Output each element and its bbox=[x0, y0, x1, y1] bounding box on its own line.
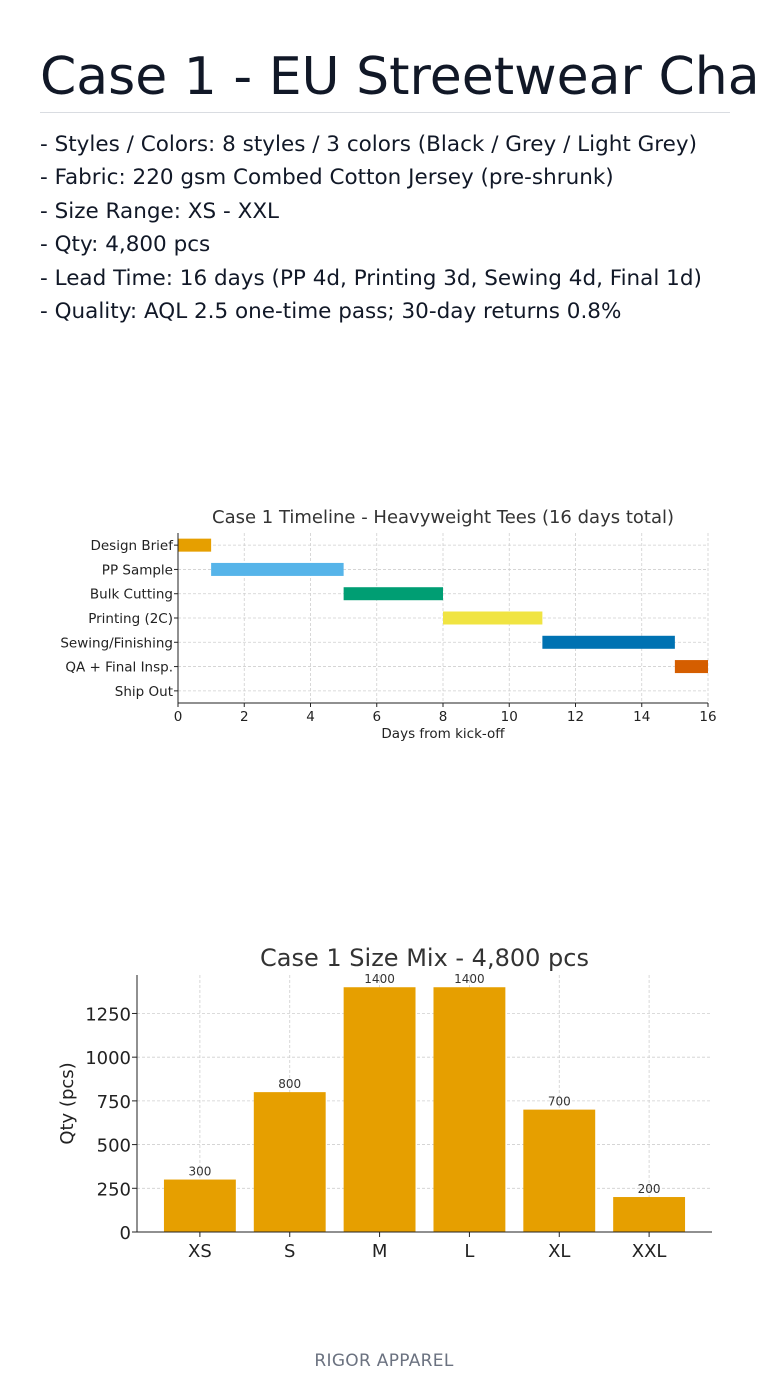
y-tick-label: Bulk Cutting bbox=[89, 586, 173, 603]
spec-styles-colors bbox=[40, 128, 740, 161]
page-title: Case 1 - EU Streetwear Cha bbox=[40, 47, 760, 107]
spec-value: AQL 2.5 one-time pass; 30-day returns 0.8% bbox=[143, 299, 622, 325]
x-tick-label: 0 bbox=[173, 709, 183, 725]
size-bar bbox=[344, 987, 416, 1232]
bar-value-label: 200 bbox=[637, 1182, 661, 1197]
x-axis-label: Days from kick-off bbox=[381, 726, 505, 742]
y-axis-label: Qty (pcs) bbox=[57, 1062, 78, 1145]
spec-value: 4,800 pcs bbox=[105, 232, 211, 258]
y-tick-label: Sewing/Finishing bbox=[60, 635, 173, 652]
spec-lead-time bbox=[40, 262, 740, 295]
y-tick-label: QA + Final Insp. bbox=[65, 659, 173, 676]
chart-title: Case 1 Timeline - Heavyweight Tees (16 days total) bbox=[212, 507, 674, 528]
size-bar bbox=[433, 987, 505, 1232]
spec-value: 16 days (PP 4d, Printing 3d, Sewing 4d, Final 1d) bbox=[179, 265, 702, 291]
bar-value-label: 700 bbox=[547, 1094, 571, 1109]
size-bar bbox=[254, 1092, 326, 1232]
spec-label: - Qty: bbox=[40, 232, 106, 258]
spec-fabric bbox=[40, 161, 740, 194]
x-tick-label: 10 bbox=[500, 709, 518, 725]
x-tick-label: S bbox=[284, 1241, 296, 1262]
spec-value: XS - XXL bbox=[187, 198, 280, 224]
y-tick-label: 0 bbox=[119, 1223, 131, 1244]
x-tick-label: XXL bbox=[631, 1241, 667, 1262]
bar-value-label: 1400 bbox=[364, 972, 395, 987]
x-tick-label: L bbox=[464, 1241, 475, 1262]
timeline-bar bbox=[344, 587, 443, 600]
spec-label: - Lead Time: bbox=[40, 265, 180, 291]
size-bar bbox=[523, 1110, 595, 1232]
y-tick-label: 750 bbox=[96, 1091, 131, 1113]
spec-quality bbox=[40, 295, 740, 328]
timeline-bar bbox=[675, 660, 708, 673]
timeline-chart bbox=[0, 500, 768, 750]
y-tick-label: Design Brief bbox=[90, 538, 173, 555]
size-bar bbox=[613, 1197, 685, 1232]
timeline-bar bbox=[178, 539, 211, 552]
y-tick-label: 1250 bbox=[85, 1004, 131, 1026]
y-tick-label: PP Sample bbox=[101, 562, 173, 579]
bar-value-label: 300 bbox=[188, 1164, 212, 1179]
spec-list bbox=[40, 128, 740, 328]
spec-label: - Fabric: bbox=[40, 165, 133, 191]
spec-label: - Styles / Colors: bbox=[40, 132, 223, 157]
spec-label: - Quality: bbox=[40, 299, 144, 325]
spec-qty bbox=[40, 228, 740, 261]
bar-value-label: 1400 bbox=[454, 972, 485, 987]
footer-brand: RIGOR APPAREL bbox=[314, 1351, 454, 1371]
x-tick-label: 12 bbox=[566, 709, 585, 725]
timeline-bar bbox=[443, 612, 542, 625]
y-tick-label: 250 bbox=[96, 1179, 131, 1201]
size-bar bbox=[164, 1180, 236, 1232]
x-tick-label: XL bbox=[548, 1241, 571, 1262]
timeline-bar bbox=[211, 563, 344, 576]
title-divider bbox=[40, 112, 730, 113]
x-tick-label: 8 bbox=[438, 709, 448, 725]
spec-size-range bbox=[40, 195, 740, 228]
bar-value-label: 800 bbox=[278, 1077, 302, 1092]
size-mix-chart bbox=[0, 935, 768, 1265]
y-tick-label: 500 bbox=[96, 1135, 131, 1157]
x-tick-label: M bbox=[371, 1241, 388, 1262]
x-tick-label: XS bbox=[188, 1241, 212, 1262]
spec-value: 220 gsm Combed Cotton Jersey (pre-shrunk) bbox=[132, 165, 614, 191]
x-tick-label: 6 bbox=[372, 709, 382, 725]
x-tick-label: 2 bbox=[239, 709, 249, 725]
spec-label: - Size Range: bbox=[40, 198, 188, 224]
timeline-bar bbox=[542, 636, 675, 649]
x-tick-label: 4 bbox=[306, 709, 315, 725]
x-tick-label: 14 bbox=[633, 709, 651, 725]
x-tick-label: 16 bbox=[699, 709, 717, 725]
y-tick-label: Ship Out bbox=[114, 683, 173, 700]
y-tick-label: Printing (2C) bbox=[88, 611, 173, 627]
y-tick-label: 1000 bbox=[85, 1048, 131, 1070]
spec-value: 8 styles / 3 colors (Black / Grey / Light Grey) bbox=[222, 132, 698, 157]
chart-title: Case 1 Size Mix - 4,800 pcs bbox=[260, 944, 589, 972]
